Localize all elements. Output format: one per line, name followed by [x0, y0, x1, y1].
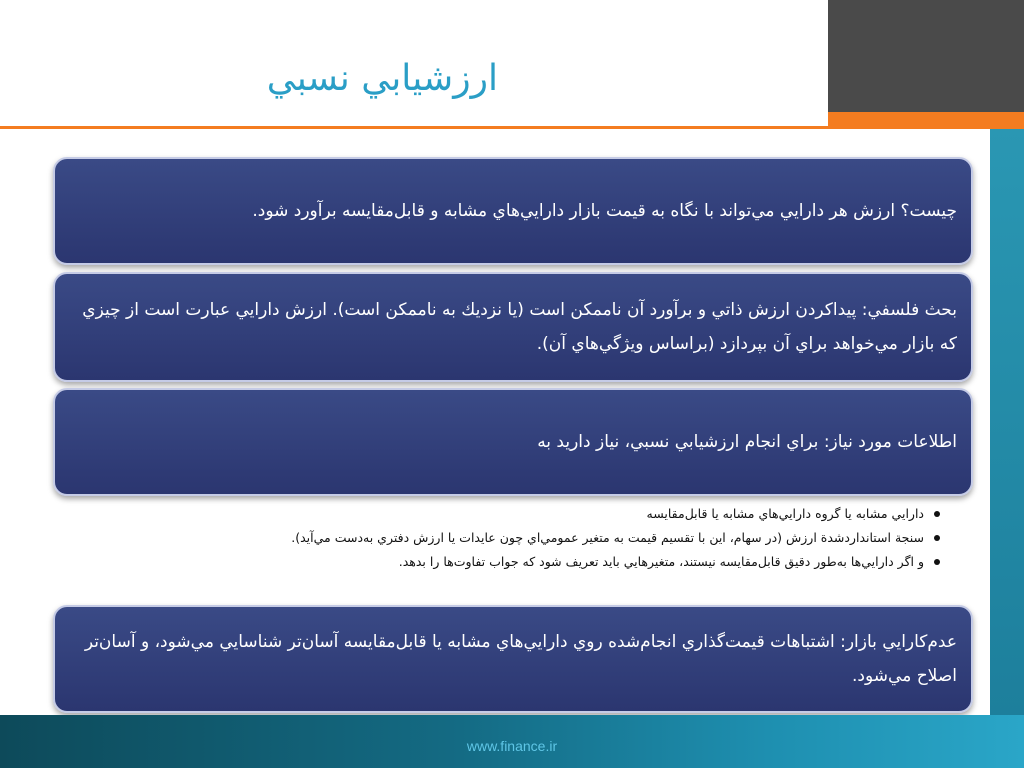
- requirements-bullet-list: [60, 502, 940, 574]
- content-box-requirements: [53, 388, 973, 496]
- bullet-item: سنجة استانداردشدة ارزش (در سهام، اين با تقسيم قيمت به متغير عمومي‌اي چون عايدات يا ارزش دفتري به‌دست مي‌آيد).: [60, 526, 940, 550]
- content-box-market-inefficiency: [53, 605, 973, 713]
- content-box-philosophy: [53, 272, 973, 382]
- content-box-text: چيست؟ ارزش هر دارايي مي‌تواند با نگاه به قيمت بازار دارايي‌هاي مشابه و قابل‌مقايسه برآورد شود.: [252, 201, 957, 221]
- footer-website-link[interactable]: www.finance.ir: [466, 738, 558, 754]
- bullet-item: دارايي مشابه يا گروه دارايي‌هاي مشابه يا قابل‌مقايسه: [60, 502, 940, 526]
- bullet-item: و اگر دارايي‌ها به‌طور دقيق قابل‌مقايسه نيستند، متغيرهايي بايد تعريف شود كه جواب تفاوت‌ها را بدهد.: [60, 550, 940, 574]
- side-teal-band: [990, 129, 1024, 715]
- content-box-text: اطلاعات مورد نياز: براي انجام ارزشيابي نسبي، نياز داريد به: [537, 432, 957, 452]
- orange-divider-line: [0, 126, 1024, 129]
- content-box-text: عدم‌كارايي بازار: اشتباهات قيمت‌گذاري انجام‌شده روي دارايي‌هاي مشابه يا قابل‌مقايسه آسان‌تر شناسايي مي‌شود، و آسان‌تر اصلاح مي‌شود.: [84, 632, 957, 686]
- content-box-text: بحث فلسفي: پيداكردن ارزش ذاتي و برآورد آن ناممكن است (يا نزديك به ناممكن است). ارزش دارايي عبارت است از چيزي كه بازار مي‌خواهد براي آن بپردازد (براساس ويژگي‌هاي آن).: [82, 300, 957, 354]
- content-box-definition: [53, 157, 973, 265]
- slide-title: ارزشيابي نسبي: [266, 58, 498, 99]
- corner-dark-block: [828, 0, 1024, 112]
